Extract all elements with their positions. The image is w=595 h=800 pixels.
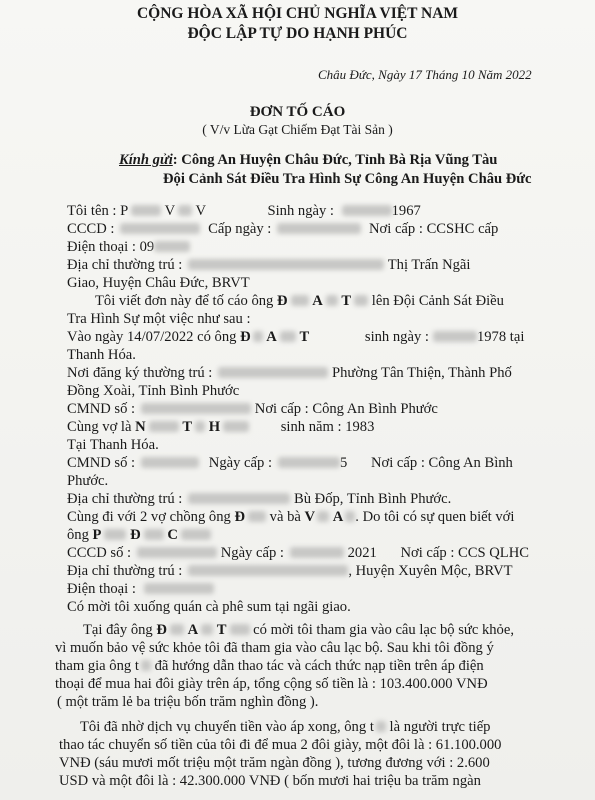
redacted-initial: T [216,622,227,638]
id-label: CCCD : [67,221,115,237]
redaction [144,529,164,540]
name-label: Tôi tên : P [67,203,129,219]
text: sinh ngày : [364,329,429,345]
national-motto: ĐỘC LẬP TỰ DO HẠNH PHÚC [187,25,408,42]
recipient-primary: : Công An Huyện Châu Đức, Tỉnh Bà Rịa Vũng Tàu [172,152,498,168]
text: 2021 [347,545,377,561]
body-line-07: Tra Hình Sự một việc như sau : [67,311,251,327]
recipient-line-1 [119,151,497,169]
redacted-initial: T [182,419,193,435]
redaction [120,223,200,234]
redaction [317,511,329,522]
redaction [141,660,151,671]
body-line-25: vì muốn bảo vệ sức khỏe tôi đã tham gia vào câu lạc bộ. Sau khi tôi đồng ý [55,640,494,656]
redaction [141,457,199,468]
redaction [141,403,251,414]
issuer: Nơi cấp : CCSHC cấp [369,221,499,237]
text: CMND số : [67,455,136,471]
text: Phường Tân Thiện, Thành Phố [332,365,512,381]
text: Cùng vợ là [67,419,132,435]
text: 5 [340,455,348,471]
redacted-initial: Đ [277,293,288,309]
redacted-initial: N [135,419,146,435]
body-line-30: thao tác chuyển số tiền của tôi đi để mua 2 đôi giày, một đôi là : 61.100.000 [59,737,502,753]
redaction [170,624,184,635]
text: Cùng đi với 2 vợ chồng ông [67,509,231,525]
phone-prefix: 09 [139,239,155,255]
redacted-initial: T [299,329,310,345]
body-line-32: USD và một đôi là : 42.300.000 VNĐ ( bốn mươi hai triệu ba trăm ngàn [59,773,481,789]
text: đã hướng dẫn thao tác và cách thức nạp tiền trên áp điện [154,658,484,674]
birthdate-label: Sinh ngày : [267,203,334,219]
redaction [230,624,250,635]
text: CCCD số : [67,545,132,561]
redacted-initial: Đ [156,622,167,638]
body-line-27: thoại để mua hai đôi giày trên áp, tổng cộng số tiền là : 103.400.000 VNĐ [55,676,488,692]
redacted-initial: A [332,509,344,525]
body-line-24 [83,621,514,639]
body-line-17 [67,490,451,508]
redaction [433,331,477,342]
redaction [326,295,338,306]
redaction [345,511,355,522]
redacted-initial: V [164,203,176,219]
redaction [223,421,249,432]
redaction [181,529,211,540]
body-line-08 [67,328,524,346]
recipient-label: Kính gửi [119,152,173,168]
redaction [104,529,126,540]
redaction [131,205,161,216]
body-line-20 [67,544,529,562]
text: , Huyện Xuyên Mộc, BRVT [348,563,513,579]
body-line-22 [67,580,214,598]
body-line-13 [67,418,374,436]
redaction [188,259,384,270]
text: Tôi viết đơn này để tố cáo ông [95,293,274,309]
redaction [342,205,392,216]
redacted-initial: Đ [240,329,251,345]
body-line-03 [67,238,190,256]
redacted-initial: A [266,329,277,345]
redacted-initial: C [167,527,178,543]
text: CMND số : [67,401,136,417]
redaction [178,205,192,216]
text: Tôi đã nhờ dịch vụ chuyển tiền vào áp xong, ông [80,719,367,735]
body-line-05: Giao, Huyện Châu Đức, BRVT [67,275,250,291]
redaction [280,331,296,342]
text: ông [67,527,89,543]
redaction [354,295,368,306]
redaction [188,565,348,576]
body-line-11: Đồng Xoài, Tỉnh Bình Phước [67,383,240,399]
text: là người trực tiếp [389,719,491,735]
text: Vào ngày 14/07/2022 có ông [67,329,237,345]
redaction [253,331,263,342]
redaction [144,583,214,594]
text: Điện thoại : [67,581,136,597]
redacted-initial: P [92,527,102,543]
document-subject: ( V/v Lừa Gạt Chiếm Đạt Tài Sản ) [202,122,393,137]
body-line-04 [67,256,470,274]
body-line-23: Có mời tôi xuống quán cà phê sum tại ngãi giao. [67,599,351,615]
text: Địa chỉ thường trú : [67,563,183,579]
redacted-initial: A [312,293,323,309]
redacted-initial: t [369,719,374,735]
redaction [277,223,361,234]
body-line-29 [80,718,490,736]
body-line-16: Phước. [67,473,109,489]
redacted-initial: t [134,658,139,674]
redaction [290,547,344,558]
body-line-06 [95,292,504,310]
body-line-02 [67,220,498,238]
redacted-initial: V [195,203,206,219]
redacted-initial: H [208,419,221,435]
text: Nơi cấp : Công An Bình Phước [254,401,438,417]
text: sinh năm : 1983 [280,419,375,435]
body-line-09: Thanh Hóa. [67,347,136,363]
body-line-28: ( một trăm lẻ ba triệu bốn trăm nghìn đồng ). [57,694,319,710]
redaction [149,421,179,432]
redaction [278,457,340,468]
body-line-19 [67,526,211,544]
text: 1978 tại [476,329,525,345]
birth-year: 1967 [391,203,421,219]
body-line-01 [67,202,421,220]
text: lên Đội Cảnh Sát Điều [371,293,504,309]
redaction [248,511,266,522]
recipient-line-2: Đội Cảnh Sát Điều Tra Hình Sự Công An Huyện Châu Đức [163,171,532,187]
redaction [137,547,217,558]
text: Tại đây ông [83,622,153,638]
text: . Do tôi có sự quen biết với [355,509,515,525]
body-line-15 [67,454,513,472]
document-title: ĐƠN TỐ CÁO [249,104,346,120]
text: Nơi cấp : CCS QLHC [400,545,529,561]
body-line-18 [67,508,514,526]
body-line-14: Tại Thanh Hóa. [67,437,159,453]
body-line-12 [67,400,438,418]
text: tham gia ông [55,658,132,674]
body-line-31: VNĐ (sáu mươi mốt triệu một trăm ngàn đồng ), tương đương với : 2.600 [59,755,490,771]
redacted-initial: Đ [234,509,246,525]
phone-label: Điện thoại : [67,239,136,255]
text: Địa chỉ thường trú : [67,491,183,507]
body-line-10 [67,364,512,382]
redaction [195,421,205,432]
redacted-initial: T [341,293,352,309]
text: và bà [269,509,301,525]
text: Ngày cấp : [208,455,272,471]
redaction [291,295,309,306]
national-title: CỘNG HÒA XÃ HỘI CHỦ NGHĨA VIỆT NAM [136,5,459,22]
issue-date-label: Cấp ngày : [208,221,272,237]
redaction [188,493,290,504]
redaction [201,624,213,635]
body-line-26 [55,657,484,675]
place-date: Châu Đức, Ngày 17 Tháng 10 Năm 2022 [318,67,532,82]
redacted-initial: V [304,509,316,525]
address-label: Địa chỉ thường trú : [67,257,183,273]
redacted-initial: A [187,622,199,638]
text: có mời tôi tham gia vào câu lạc bộ sức khỏe, [253,622,514,638]
text: Ngày cấp : [220,545,284,561]
redacted-initial: Đ [130,527,141,543]
text: Bù Đốp, Tỉnh Bình Phước. [294,491,452,507]
text: Nơi cấp : Công An Bình [370,455,513,471]
text: Nơi đăng ký thường trú : [67,365,213,381]
address-part: Thị Trấn Ngãi [387,257,471,273]
redaction [154,241,190,252]
redaction [376,721,386,732]
redaction [218,367,328,378]
body-line-21 [67,562,513,580]
